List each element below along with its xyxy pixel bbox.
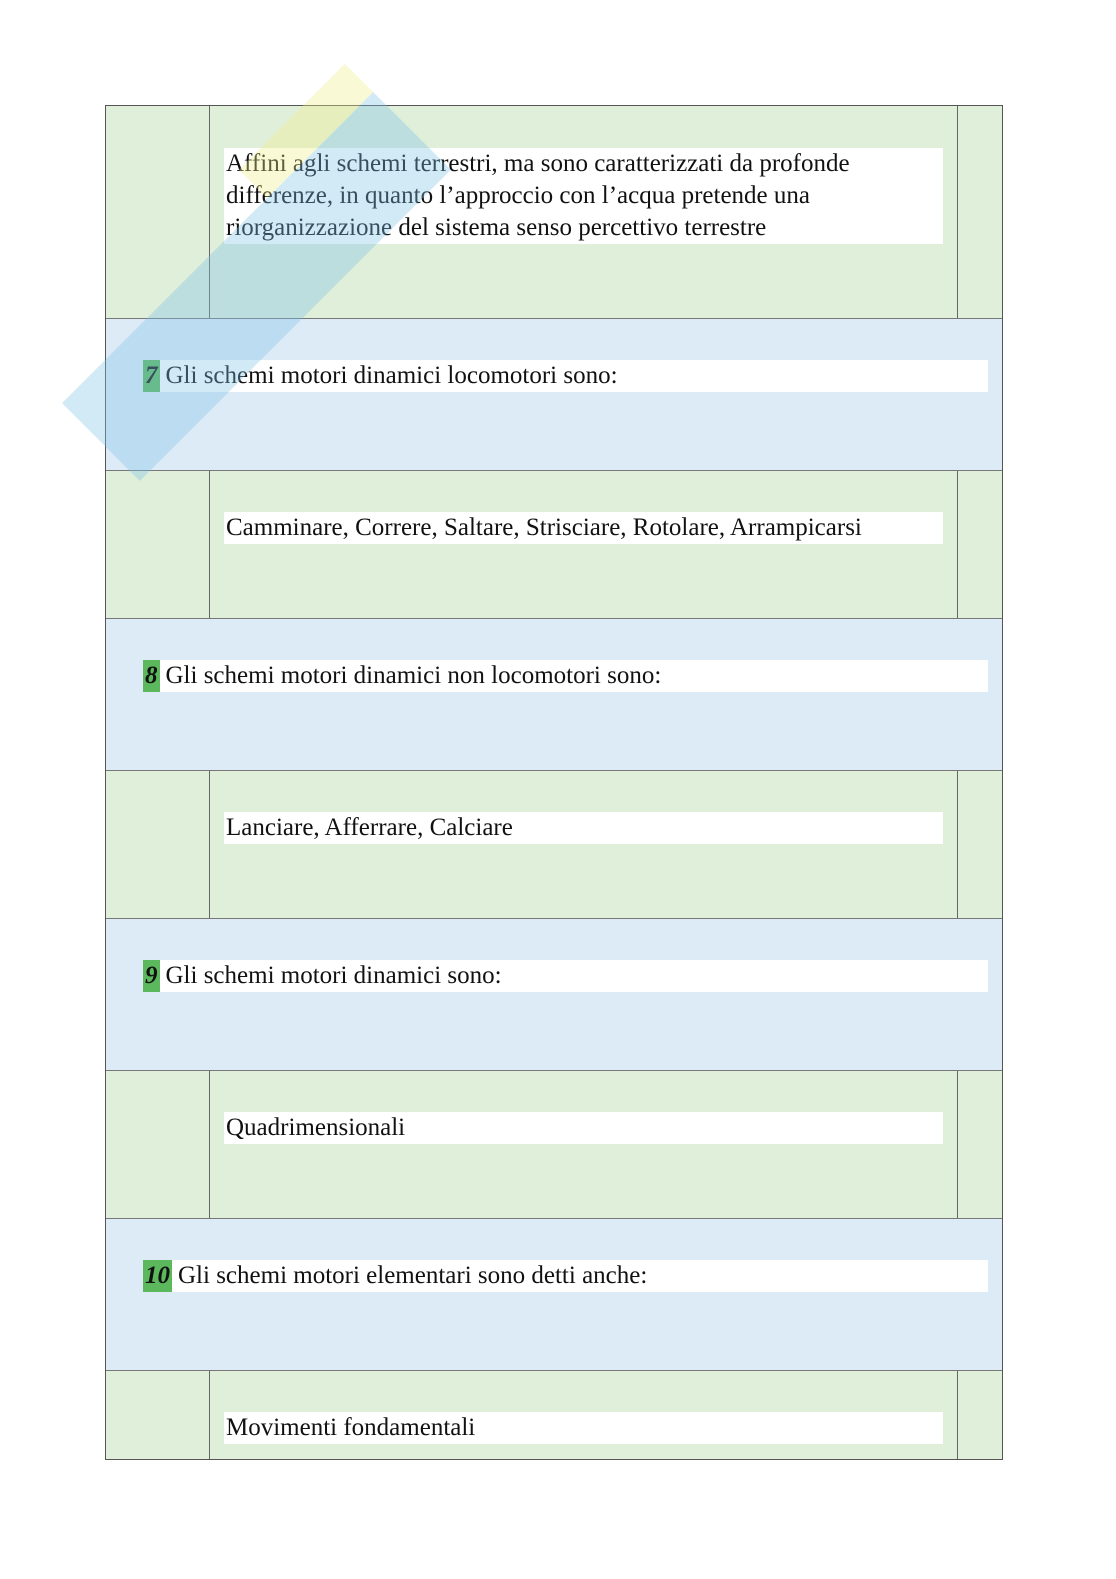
question-number: 9 [143,960,160,992]
answer-margin-cell [106,1071,210,1218]
answer-side-cell [957,771,1002,918]
answer-margin-cell [106,771,210,918]
answer-cell [210,471,957,618]
question-row [106,1219,1002,1371]
answer-text: Movimenti fondamentali [224,1412,943,1444]
answer-margin-cell [106,106,210,318]
answer-row [106,106,1002,319]
answer-row [106,471,1002,619]
question-text: Gli schemi motori dinamici non locomotori sono: [165,662,662,689]
question-text-line [143,960,988,992]
answer-side-cell [957,106,1002,318]
question-text-line [143,660,988,692]
answer-side-cell [957,1371,1002,1459]
answer-row [106,1371,1002,1459]
answer-row [106,1071,1002,1219]
question-row [106,319,1002,471]
answer-margin-cell [106,1371,210,1459]
answer-cell [210,106,957,318]
answer-side-cell [957,471,1002,618]
answer-row [106,771,1002,919]
question-number: 10 [143,1260,172,1292]
question-row [106,919,1002,1071]
question-text: Gli schemi motori dinamici locomotori sono: [165,362,618,389]
quiz-table [105,105,1003,1460]
answer-text: Affini agli schemi terrestri, ma sono caratterizzati da profonde differenze, in quanto l’approccio con l’acqua pretende una riorganizzazione del sistema senso percettivo terrestre [224,148,943,244]
question-number: 7 [143,360,160,392]
answer-cell [210,1071,957,1218]
question-text: Gli schemi motori elementari sono detti anche: [178,1262,648,1289]
question-text-line [143,1260,988,1292]
question-row [106,619,1002,771]
question-text-line [143,360,988,392]
answer-text: Quadrimensionali [224,1112,943,1144]
question-text: Gli schemi motori dinamici sono: [165,962,502,989]
answer-side-cell [957,1071,1002,1218]
answer-cell [210,771,957,918]
question-number: 8 [143,660,160,692]
answer-cell [210,1371,957,1459]
answer-text: Camminare, Correre, Saltare, Strisciare, Rotolare, Arrampicarsi [224,512,943,544]
answer-text: Lanciare, Afferrare, Calciare [224,812,943,844]
answer-margin-cell [106,471,210,618]
